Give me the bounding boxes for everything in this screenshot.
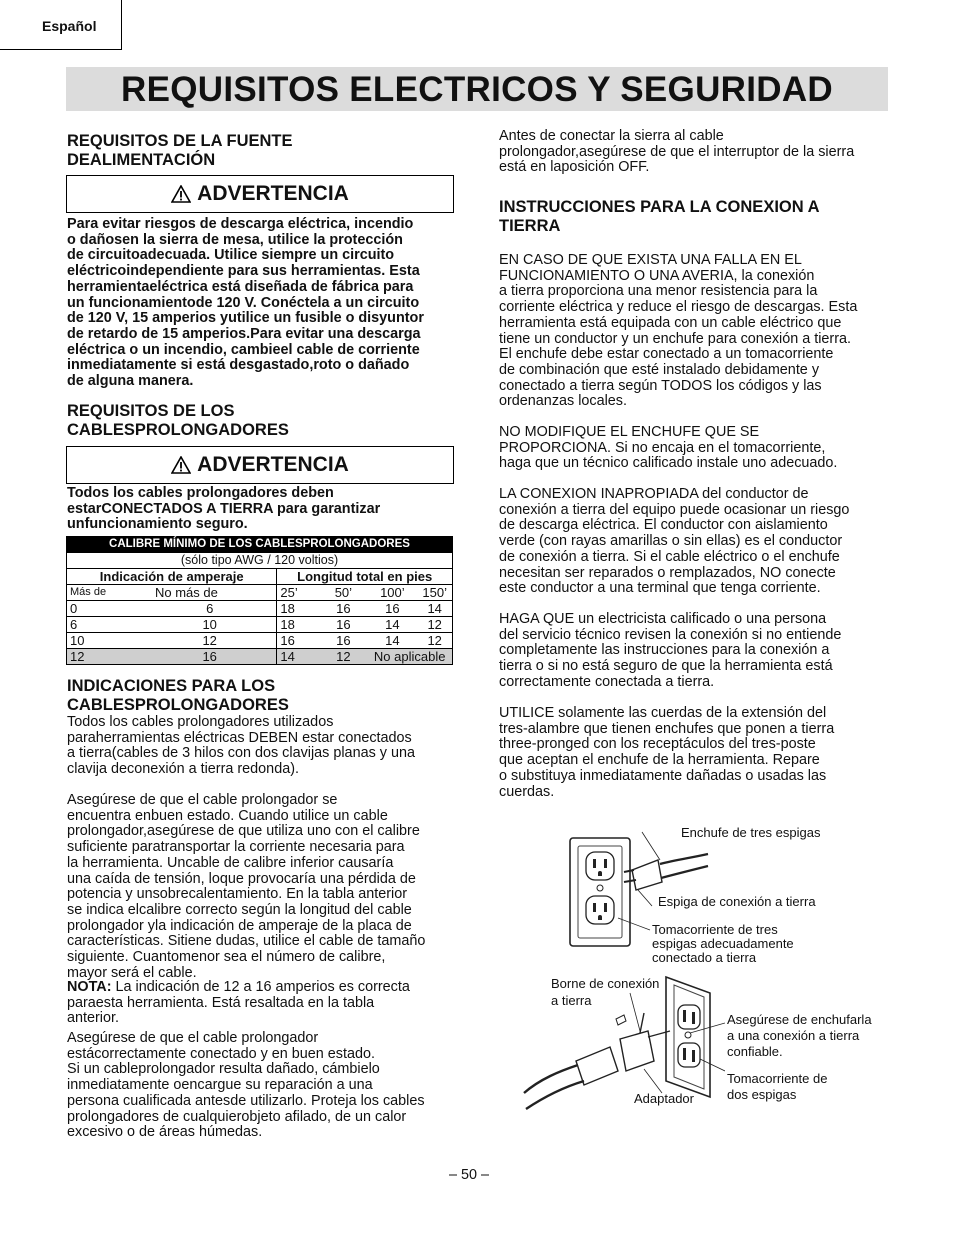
- table-cell: 0: [67, 601, 144, 617]
- note-text: La indicación de 12 a 16 amperios es correcta paraesta herramienta. Está resaltada en la tabla anterior.: [67, 979, 410, 1027]
- table-row: [67, 633, 453, 649]
- table-subtitle: (sólo tipo AWG / 120 voltios): [67, 553, 453, 569]
- table-cell: 10: [143, 617, 277, 633]
- section-heading-cord-instructions: INDICACIONES PARA LOS CABLESPROLONGADORES: [67, 677, 289, 714]
- warning-label: ADVERTENCIA: [197, 182, 349, 205]
- table-cell: 12: [67, 649, 144, 665]
- paragraph: EN CASO DE QUE EXISTA UNA FALLA EN EL FUNCIONAMIENTO O UNA AVERIA, la conexión a tierra proporciona una menor resistencia para la corriente eléctrica y reduce el riesgo de descargas. Esta herramienta está equipada con un cable eléctrico que tiene un conductor y un enchufe para conexión a tierra. El enchufe debe estar conectado a un tomacorriente de combinación que esté instalado debidamente y conectado a tierra según TODOS los códigos y las ordenanzas locales.: [499, 252, 858, 410]
- paragraph: UTILICE solamente las cuerdas de la extensión del tres-alambre que tienen enchufes que ponen a tierra three-pronged con los receptáculos del tres-poste que aceptan el enchufe de la herramienta. Repare o substituya inmediatamente dañadas o usadas las cuerdas.: [499, 705, 835, 800]
- warning-triangle-icon: [171, 185, 191, 203]
- warning-label: ADVERTENCIA: [197, 453, 349, 476]
- warning-box-1: [66, 175, 454, 213]
- table-cell: 16: [367, 601, 417, 617]
- gauge-table: [66, 536, 453, 665]
- page-number: – 50 –: [449, 1167, 490, 1183]
- table-cell: 16: [319, 633, 367, 649]
- warning-triangle-icon: [171, 456, 191, 474]
- table-col-amperage: Indicación de amperaje: [67, 569, 277, 585]
- table-cell: 14: [367, 633, 417, 649]
- table-sub-mas-de: Más de: [67, 585, 144, 601]
- table-row: [67, 617, 453, 633]
- warning-box-2: [66, 446, 454, 484]
- table-cell: 16: [319, 601, 367, 617]
- table-col-length: Longitud total en pies: [277, 569, 453, 585]
- section-heading-extension-cords: REQUISITOS DE LOS CABLESPROLONGADORES: [67, 402, 289, 439]
- paragraph: Asegúrese de que el cable prolongador se encuentra enbuen estado. Cuando utilice un cable prolongador,asegúrese de que utiliza uno con el calibre suficiente paratransportar la corriente necesaria para la herramienta. Uncable de calibre inferior causaría una caída de tensión, loque provocaría una pérdida de potencia y unsobrecalentamiento. En la tabla anterior se indica elcalibre correcto según la longitud del cable prolongador yla indicación de amperaje de la placa de características. Sitiene dudas, utilice el cable de tamaño siguiente. Cuantomenor sea el número de calibre, mayor será el cable.: [67, 792, 426, 981]
- table-cell: 12: [319, 649, 367, 665]
- paragraph: HAGA QUE un electricista calificado o una persona del servicio técnico revisen la conexión si no entiende completamente las instrucciones para la conexión a tierra o si no está seguro de que la herramienta está correctamente conectada a tierra.: [499, 611, 842, 690]
- table-cell-not-applicable: No aplicable: [367, 649, 452, 665]
- table-length: 50’: [319, 585, 367, 601]
- table-sub-no-mas-de: No más de: [143, 585, 277, 601]
- table-cell: 14: [367, 617, 417, 633]
- table-cell: 12: [417, 617, 452, 633]
- label-adapter: Adaptador: [634, 1091, 694, 1106]
- section-heading-grounding: INSTRUCCIONES PARA LA CONEXION A TIERRA: [499, 198, 820, 235]
- paragraph: LA CONEXION INAPROPIADA del conductor de conexión a tierra del equipo puede ocasionar un riesgo de descarga eléctrica. El conductor con aislamiento verde (con rayas amarillas o sin ellas) es el conductor de conexión a tierra. Si el cable eléctrico o el enchufe necesitan ser reparados o remplazados, NO conecte este conductor a una terminal que tenga corriente.: [499, 486, 850, 597]
- table-cell: 12: [143, 633, 277, 649]
- note-label: NOTA:: [67, 979, 112, 995]
- warning-text-1: Para evitar riesgos de descarga eléctrica, incendio o dañosen la sierra de mesa, utilice la protección de circuitoadecuada. Utilice siempre un circuito eléctricoindependiente para sus herramientas. Esta herramientaeléctrica está diseñada de fábrica para un funcionamientode 120 V. Conéctela a un circuito de 120 V, 15 amperios yutilice un fusible o disyuntor de retardo de 15 amperios.Para evitar una descarga eléctrica o un incendio, cambieel cable de corriente inmediatamente si está desgastado,roto o dañado de alguna manera.: [67, 216, 424, 390]
- paragraph: Antes de conectar la sierra al cable prolongador,asegúrese de que el interruptor de la sierra está en laposición OFF.: [499, 128, 855, 176]
- label-three-prong-plug: Enchufe de tres espigas: [681, 825, 821, 840]
- table-title: CALIBRE MÍNIMO DE LOS CABLESPROLONGADORES: [67, 537, 453, 553]
- label-grounding-lug: Borne de conexión a tierra: [551, 976, 660, 1008]
- table-cell: 10: [67, 633, 144, 649]
- title-bar: [66, 67, 888, 111]
- table-cell: 16: [143, 649, 277, 665]
- paragraph: Todos los cables prolongadores utilizados paraherramientas eléctricas DEBEN estar conectados a tierra(cables de 3 hilos con dos clavijas planas y una clavija deconexión a tierra redonda).: [67, 714, 415, 778]
- page-title: REQUISITOS ELECTRICOS Y SEGURIDAD: [121, 70, 833, 109]
- table-cell: 18: [277, 601, 320, 617]
- label-grounding-pin: Espiga de conexión a tierra: [658, 894, 816, 909]
- table-length: 25’: [277, 585, 320, 601]
- table-length: 100’: [367, 585, 417, 601]
- paragraph: Asegúrese de que el cable prolongador estácorrectamente conectado y en buen estado. Si un cableprolongador resulta dañado, cámbielo inmediatamente oencargue su reparación a una persona cualificada antesde utilizarlo. Proteja los cables prolongadores de cualquierobjeto afilado, de un calor excesivo o de áreas húmedas.: [67, 1030, 425, 1141]
- language-tab: Español: [0, 0, 122, 50]
- table-cell: 18: [277, 617, 320, 633]
- section-heading-power-supply: REQUISITOS DE LA FUENTE DEALIMENTACIÓN: [67, 132, 293, 169]
- table-cell: 16: [277, 633, 320, 649]
- label-grounded-outlet: Tomacorriente de tres espigas adecuadamente conectado a tierra: [652, 922, 794, 965]
- table-cell: 14: [417, 601, 452, 617]
- note-paragraph: [67, 980, 459, 1027]
- warning-text-2: Todos los cables prolongadores deben estarCONECTADOS A TIERRA para garantizar unfuncionamiento seguro.: [67, 485, 381, 533]
- table-cell: 16: [319, 617, 367, 633]
- table-row: [67, 601, 453, 617]
- paragraph: NO MODIFIQUE EL ENCHUFE QUE SE PROPORCIONA. Si no encaja en el tomacorriente, haga que un técnico calificado instale uno adecuado.: [499, 424, 838, 472]
- table-cell: 6: [143, 601, 277, 617]
- table-cell: 12: [417, 633, 452, 649]
- table-cell: 6: [67, 617, 144, 633]
- label-ensure-grounded: Asegúrese de enchufarla a una conexión a tierra confiable.: [727, 1012, 872, 1059]
- table-row-highlighted: [67, 649, 453, 665]
- table-length: 150’: [417, 585, 452, 601]
- label-two-prong-outlet: Tomacorriente de dos espigas: [727, 1071, 828, 1102]
- table-cell: 14: [277, 649, 320, 665]
